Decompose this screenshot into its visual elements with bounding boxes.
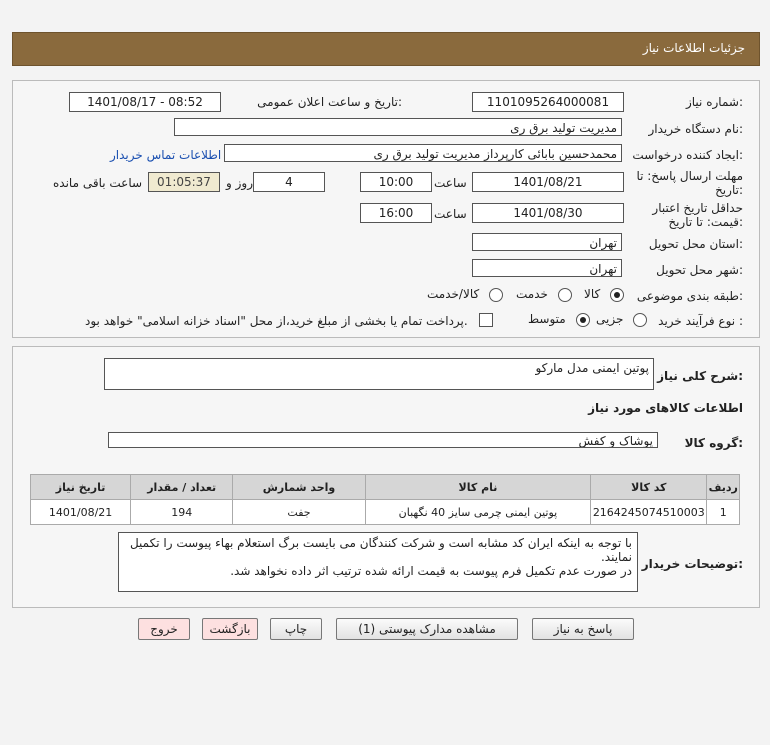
buyer-notes-line1: با توجه به اینکه ایران کد مشابه است و شرکت کنندگان می بایست برگ استعلام بهاء پیوست را تکمیل نمایند. xyxy=(129,536,632,564)
category-option-both[interactable] xyxy=(427,287,503,302)
attachments-button[interactable]: مشاهده مدارک پیوستی (1) xyxy=(336,618,518,640)
days-field: 4 xyxy=(253,172,325,192)
col-code-header: کد کالا xyxy=(591,475,707,500)
category-goods-label: کالا xyxy=(584,287,601,301)
cell-name: پوتین ایمنی چرمی سایز 40 نگهبان xyxy=(365,500,590,525)
cell-qty: 194 xyxy=(131,500,233,525)
col-unit-header: واحد شمارش xyxy=(233,475,365,500)
col-name-header: نام کالا xyxy=(365,475,590,500)
city-label: شهر محل تحویل: xyxy=(656,263,743,277)
cell-unit: جفت xyxy=(233,500,365,525)
radio-icon[interactable] xyxy=(489,288,503,302)
remaining-time-field: 01:05:37 xyxy=(148,172,220,192)
cell-row: 1 xyxy=(707,500,740,525)
category-service-label: خدمت xyxy=(516,287,548,301)
need-number-label: شماره نیاز: xyxy=(685,95,743,109)
days-label: روز و xyxy=(226,176,253,190)
city-field: تهران xyxy=(472,259,622,277)
goods-info-title: اطلاعات کالاهای مورد نیاز xyxy=(588,401,743,415)
radio-selected-icon[interactable] xyxy=(610,288,624,302)
need-desc-field: پوتین ایمنی مدل مارکو xyxy=(104,358,654,390)
table-header-row xyxy=(31,475,740,500)
process-option-medium[interactable] xyxy=(528,312,590,327)
validity-label-date: قیمت: تا تاریخ: xyxy=(668,215,743,229)
print-button[interactable]: چاپ xyxy=(270,618,322,640)
category-label: طبقه بندی موضوعی: xyxy=(636,289,743,303)
buyer-notes-line2: در صورت عدم تکمیل فرم پیوست به قیمت ارائه شده ترتیب اثر داده نخواهد شد. xyxy=(230,564,632,578)
category-both-label: کالا/خدمت xyxy=(427,287,480,301)
province-field: تهران xyxy=(472,233,622,251)
page-title: جزئیات اطلاعات نیاز xyxy=(642,41,745,55)
creator-field: محمدحسین بابائی کارپرداز مدیریت تولید برق ری xyxy=(224,144,622,162)
creator-label: ایجاد کننده درخواست: xyxy=(632,148,743,162)
col-date-header: تاریخ نیاز xyxy=(31,475,131,500)
items-table xyxy=(30,474,740,525)
category-option-goods[interactable] xyxy=(584,287,624,302)
validity-time-field: 16:00 xyxy=(360,203,432,223)
province-label: استان محل تحویل: xyxy=(648,237,743,251)
process-option-minor[interactable] xyxy=(596,312,647,327)
radio-icon[interactable] xyxy=(633,313,647,327)
table-row xyxy=(31,500,740,525)
buyer-contact-link[interactable]: اطلاعات تماس خریدار xyxy=(110,148,222,162)
goods-group-field: پوشاک و کفش xyxy=(108,432,658,448)
category-option-service[interactable] xyxy=(516,287,572,302)
process-medium-label: متوسط xyxy=(528,312,566,326)
buyer-org-label: نام دستگاه خریدار: xyxy=(648,122,743,136)
validity-date-field: 1401/08/30 xyxy=(472,203,624,223)
need-desc-label: شرح کلی نیاز: xyxy=(657,369,743,383)
deadline-time-label: ساعت xyxy=(434,176,467,190)
reply-button[interactable]: پاسخ به نیاز xyxy=(532,618,634,640)
process-label: نوع فرآیند خرید : xyxy=(658,314,743,328)
announce-field: 1401/08/17 - 08:52 xyxy=(69,92,221,112)
need-number-field: 1101095264000081 xyxy=(472,92,624,112)
buyer-org-field: مدیریت تولید برق ری xyxy=(174,118,622,136)
radio-icon[interactable] xyxy=(558,288,572,302)
buyer-notes-box xyxy=(118,532,638,592)
validity-label: حداقل تاریخ اعتبار xyxy=(652,201,743,215)
process-minor-label: جزیی xyxy=(596,312,624,326)
page-header xyxy=(12,32,760,66)
cell-date: 1401/08/21 xyxy=(31,500,131,525)
radio-selected-icon[interactable] xyxy=(576,313,590,327)
buyer-notes-label: توضیحات خریدار: xyxy=(641,557,743,571)
back-button[interactable]: بازگشت xyxy=(202,618,258,640)
announce-label: تاریخ و ساعت اعلان عمومی: xyxy=(257,95,402,109)
deadline-label-date: تاریخ: xyxy=(715,183,743,197)
col-qty-header: تعداد / مقدار xyxy=(131,475,233,500)
deadline-time-field: 10:00 xyxy=(360,172,432,192)
deadline-date-field: 1401/08/21 xyxy=(472,172,624,192)
treasury-checkbox[interactable] xyxy=(479,313,493,327)
deadline-label: مهلت ارسال پاسخ: تا xyxy=(636,169,743,183)
cell-code: 2164245074510003 xyxy=(591,500,707,525)
goods-group-label: گروه کالا: xyxy=(684,436,743,450)
validity-time-label: ساعت xyxy=(434,207,467,221)
payment-note: پرداخت تمام یا بخشی از مبلغ خرید،از محل "اسناد خزانه اسلامی" خواهد بود. xyxy=(85,314,468,328)
col-row-header: ردیف xyxy=(707,475,740,500)
exit-button[interactable]: خروج xyxy=(138,618,190,640)
remaining-label: ساعت باقی مانده xyxy=(53,176,143,190)
